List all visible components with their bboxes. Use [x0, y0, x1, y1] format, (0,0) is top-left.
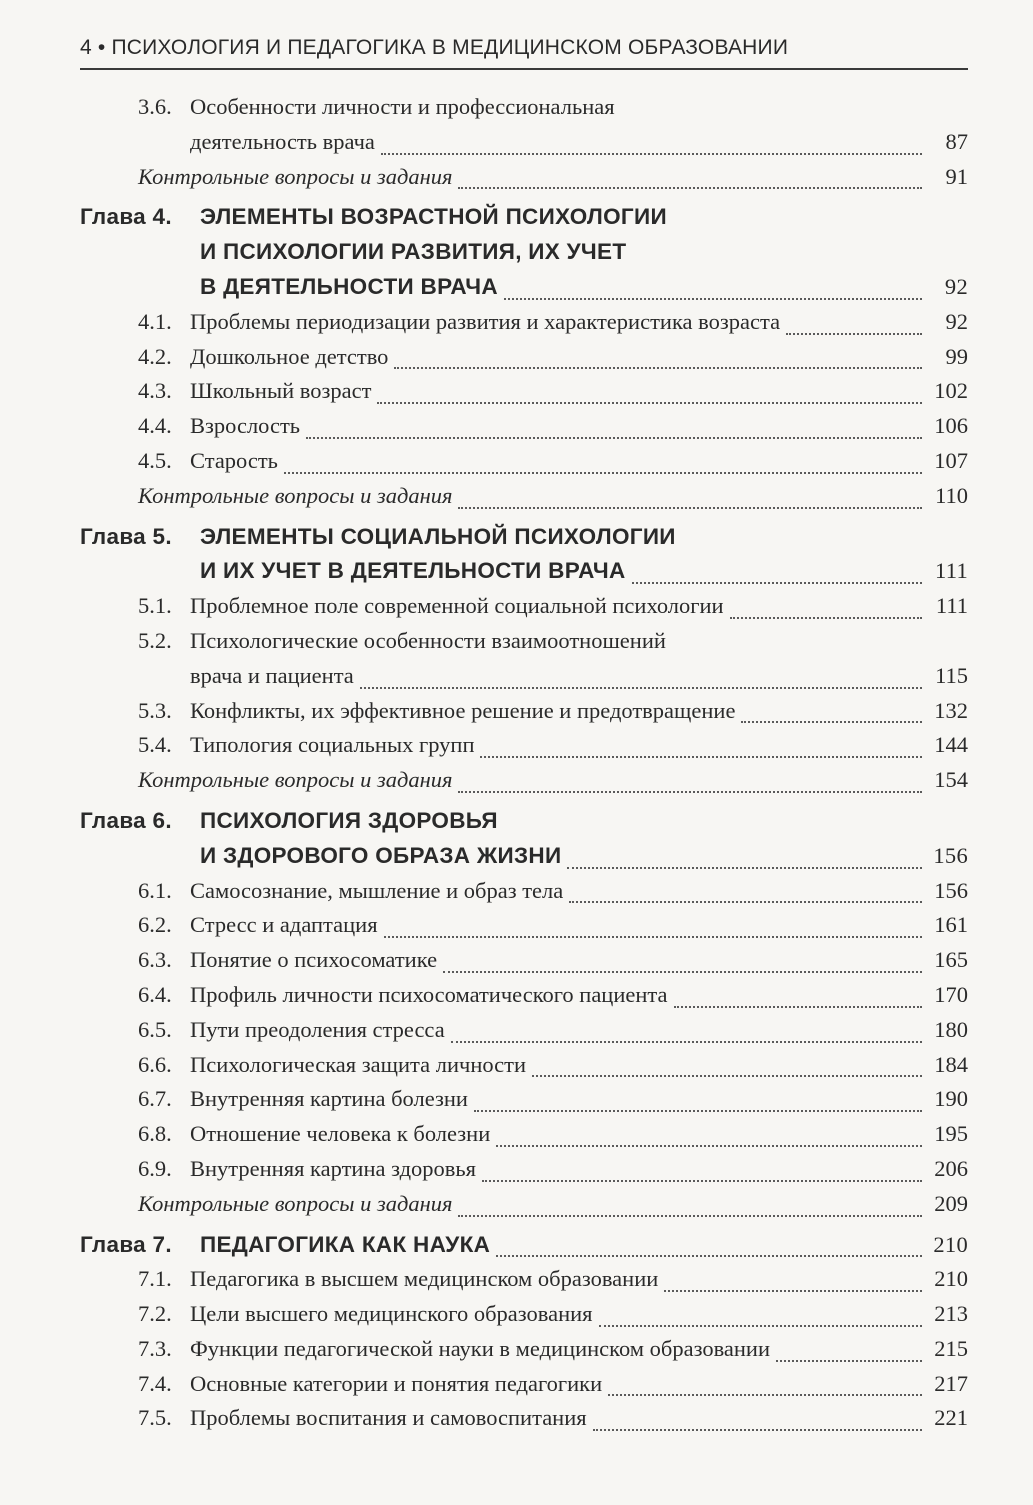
toc-page-number: 184	[934, 1051, 968, 1077]
toc-entry-number: 4.5.	[138, 447, 172, 473]
toc-entry[interactable]	[80, 943, 968, 978]
chapter-title-last-line	[80, 270, 968, 305]
leader-dots	[360, 687, 922, 689]
toc-entry-number: 5.4.	[138, 732, 172, 758]
toc-page-number: 180	[934, 1016, 968, 1042]
toc-entry[interactable]	[80, 1401, 968, 1436]
toc-entry-title: Взрослость	[190, 413, 301, 439]
toc-entry[interactable]	[80, 978, 968, 1013]
toc-page-number: 195	[934, 1121, 968, 1147]
toc-entry-number: 5.3.	[138, 697, 172, 723]
leader-dots	[632, 582, 922, 584]
toc-entry-title: Школьный возраст	[190, 378, 372, 404]
toc-page-number: 111	[935, 593, 968, 619]
toc-questions-title: Контрольные вопросы и задания	[138, 482, 453, 508]
chapter-title-line1: ЭЛЕМЕНТЫ СОЦИАЛЬНОЙ ПСИХОЛОГИИ	[200, 523, 676, 549]
chapter-title-line3: В ДЕЯТЕЛЬНОСТИ ВРАЧА	[200, 273, 498, 299]
toc-entry-line1	[80, 624, 968, 659]
toc-entry-number: 7.5.	[138, 1405, 172, 1431]
toc-entry-number: 7.4.	[138, 1370, 172, 1396]
chapter-title-line1: ЭЛЕМЕНТЫ ВОЗРАСТНОЙ ПСИХОЛОГИИ	[200, 204, 667, 230]
header-page-number: 4	[80, 36, 92, 59]
toc-entry-number: 6.7.	[138, 1086, 172, 1112]
toc-page-number: 154	[934, 767, 968, 793]
toc-entry-title: Основные категории и понятия педагогики	[190, 1370, 603, 1396]
toc-page-number: 215	[934, 1335, 968, 1361]
toc-entry[interactable]	[80, 1367, 968, 1402]
leader-dots	[664, 1290, 922, 1292]
toc-page-number: 210	[934, 1266, 968, 1292]
leader-dots	[496, 1145, 922, 1147]
toc-page-number: 156	[933, 842, 968, 868]
leader-dots	[394, 367, 922, 369]
leader-dots	[730, 617, 922, 619]
toc-entry[interactable]	[80, 1117, 968, 1152]
toc-entry-number: 6.8.	[138, 1121, 172, 1147]
toc-entry-number: 6.9.	[138, 1155, 172, 1181]
toc-entry-number: 4.1.	[138, 308, 172, 334]
toc-page-number: 111	[935, 558, 968, 584]
toc-page-number: 209	[934, 1190, 968, 1216]
toc-entry-3-6-line1	[80, 90, 968, 125]
toc-page-number: 165	[934, 947, 968, 973]
toc-entry[interactable]	[80, 589, 968, 624]
toc-page-number: 87	[945, 128, 968, 154]
toc-entry-title: Проблемы периодизации развития и характеристика возраста	[190, 308, 781, 334]
chapter-title-last-line	[80, 839, 968, 874]
chapter-label: Глава 6.	[80, 807, 172, 833]
leader-dots	[776, 1360, 922, 1362]
toc-entry-title: Самосознание, мышление и образ тела	[190, 877, 564, 903]
toc-entry-number: 3.6.	[138, 94, 172, 119]
toc-entry-title: Психологическая защита личности	[190, 1051, 527, 1077]
toc-entry-title: Конфликты, их эффективное решение и предотвращение	[190, 697, 736, 723]
toc-entry-title: Психологические особенности взаимоотношений	[190, 627, 666, 653]
toc-entry-number: 5.1.	[138, 593, 172, 619]
header-bullet: •	[97, 36, 106, 59]
toc-entry[interactable]	[80, 874, 968, 909]
toc-page-number: 92	[944, 273, 968, 299]
leader-dots	[496, 1255, 922, 1257]
toc-entry-title: Проблемы воспитания и самовоспитания	[190, 1405, 587, 1431]
leader-dots	[532, 1075, 922, 1077]
toc-entry-number: 7.3.	[138, 1335, 172, 1361]
toc-page-number: 221	[934, 1405, 968, 1431]
leader-dots	[458, 507, 922, 509]
leader-dots	[480, 756, 922, 758]
toc-entry-title: Внутренняя картина болезни	[190, 1086, 468, 1112]
chapter-title-line2: И ПСИХОЛОГИИ РАЗВИТИЯ, ИХ УЧЕТ	[200, 239, 627, 265]
toc-questions-ch5[interactable]	[80, 763, 968, 798]
toc-entry[interactable]	[80, 728, 968, 763]
toc-entry[interactable]	[80, 305, 968, 340]
table-of-contents	[80, 90, 968, 1436]
header-title: ПСИХОЛОГИЯ И ПЕДАГОГИКА В МЕДИЦИНСКОМ ОБРАЗОВАНИИ	[111, 36, 789, 59]
chapter-label: Глава 7.	[80, 1231, 172, 1257]
toc-entry[interactable]	[80, 694, 968, 729]
toc-entry-number: 6.3.	[138, 947, 172, 973]
leader-dots	[608, 1394, 922, 1396]
toc-entry-title: Пути преодоления стресса	[190, 1016, 445, 1042]
chapter-label: Глава 4.	[80, 204, 172, 230]
toc-page-number: 91	[945, 163, 968, 189]
toc-entry[interactable]	[80, 1332, 968, 1367]
chapter-title-last-line	[80, 554, 968, 589]
leader-dots	[674, 1006, 922, 1008]
toc-entry-number: 7.2.	[138, 1301, 172, 1327]
toc-entry-title: Проблемное поле современной социальной психологии	[190, 593, 724, 619]
toc-entry[interactable]	[80, 374, 968, 409]
leader-dots	[458, 187, 922, 189]
leader-dots	[384, 936, 922, 938]
toc-entry-number: 6.5.	[138, 1016, 172, 1042]
chapter-title-line2: И ИХ УЧЕТ В ДЕЯТЕЛЬНОСТИ ВРАЧА	[200, 558, 626, 584]
toc-entry-number: 5.2.	[138, 627, 172, 653]
toc-entry-number: 6.2.	[138, 912, 172, 938]
toc-page-number: 107	[934, 447, 968, 473]
chapter-title-line1: ПСИХОЛОГИЯ ЗДОРОВЬЯ	[200, 807, 498, 833]
toc-entry-title: Внутренняя картина здоровья	[190, 1155, 477, 1181]
toc-entry-number: 7.1.	[138, 1266, 172, 1292]
leader-dots	[451, 1041, 922, 1043]
toc-entry-title: Профиль личности психосоматического пациента	[190, 981, 668, 1007]
leader-dots	[593, 1429, 922, 1431]
toc-entry-title: Цели высшего медицинского образования	[190, 1301, 593, 1327]
toc-questions-ch6[interactable]	[80, 1187, 968, 1222]
toc-entry-title: Понятие о психосоматике	[190, 947, 438, 973]
toc-page-number: 115	[935, 662, 968, 688]
toc-entry[interactable]	[80, 1262, 968, 1297]
toc-page-number: 161	[934, 912, 968, 938]
chapter-title-line2: И ЗДОРОВОГО ОБРАЗА ЖИЗНИ	[200, 842, 562, 868]
toc-questions-title: Контрольные вопросы и задания	[138, 767, 453, 793]
chapter-7-heading[interactable]	[80, 1228, 968, 1263]
toc-entry-3-6[interactable]	[80, 125, 968, 160]
leader-dots	[741, 721, 922, 723]
leader-dots	[443, 971, 922, 973]
toc-entry[interactable]	[80, 340, 968, 375]
toc-page-number: 190	[934, 1086, 968, 1112]
chapter-label: Глава 5.	[80, 523, 172, 549]
toc-entry[interactable]	[80, 659, 968, 694]
toc-page-number: 92	[945, 308, 968, 334]
leader-dots	[567, 867, 922, 869]
toc-questions-ch4[interactable]	[80, 479, 968, 514]
toc-page-number: 206	[934, 1155, 968, 1181]
toc-entry-title: Старость	[190, 447, 278, 473]
toc-entry[interactable]	[80, 409, 968, 444]
toc-entry-title: Функции педагогической науки в медицинском образовании	[190, 1335, 771, 1361]
toc-page-number: 102	[934, 378, 968, 404]
toc-entry-number: 4.2.	[138, 343, 172, 369]
toc-entry[interactable]	[80, 444, 968, 479]
toc-questions-title: Контрольные вопросы и задания	[138, 163, 453, 189]
toc-entry-title: Стресс и адаптация	[190, 912, 378, 938]
toc-entry-number: 6.1.	[138, 877, 172, 903]
chapter-6-heading[interactable]	[80, 804, 968, 874]
leader-dots	[474, 1110, 922, 1112]
toc-entry-number: 4.3.	[138, 378, 172, 404]
leader-dots	[786, 333, 922, 335]
toc-entry[interactable]	[80, 1013, 968, 1048]
toc-entry-title: Типология социальных групп	[190, 732, 475, 758]
leader-dots	[377, 402, 922, 404]
toc-page-number: 156	[934, 877, 968, 903]
leader-dots	[482, 1180, 922, 1182]
toc-entry[interactable]	[80, 1048, 968, 1083]
leader-dots	[284, 472, 922, 474]
leader-dots	[306, 437, 922, 439]
toc-page-number: 144	[934, 732, 968, 758]
toc-entry[interactable]	[80, 908, 968, 943]
toc-page-number: 217	[934, 1370, 968, 1396]
leader-dots	[381, 153, 922, 155]
toc-entry-number: 6.6.	[138, 1051, 172, 1077]
toc-page-number: 132	[934, 697, 968, 723]
leader-dots	[458, 791, 922, 793]
toc-questions-ch3[interactable]	[80, 160, 968, 195]
toc-page-number: 99	[945, 343, 968, 369]
toc-questions-title: Контрольные вопросы и задания	[138, 1190, 453, 1216]
chapter-title-line1: ПЕДАГОГИКА КАК НАУКА	[200, 1231, 491, 1257]
leader-dots	[599, 1325, 922, 1327]
toc-entry-title: Отношение человека к болезни	[190, 1121, 491, 1147]
toc-page-number: 213	[934, 1301, 968, 1327]
toc-entry[interactable]	[80, 1297, 968, 1332]
toc-entry-number: 6.4.	[138, 981, 172, 1007]
toc-entry-title: Дошкольное детство	[190, 343, 389, 369]
toc-entry-title-cont: деятельность врача	[190, 128, 375, 154]
toc-entry[interactable]	[80, 1082, 968, 1117]
toc-entry-number: 4.4.	[138, 413, 172, 439]
running-header	[80, 30, 968, 70]
toc-entry[interactable]	[80, 1152, 968, 1187]
toc-entry-title-cont: врача и пациента	[190, 662, 354, 688]
toc-page-number: 210	[933, 1231, 968, 1257]
leader-dots	[458, 1215, 922, 1217]
toc-page-number: 110	[935, 482, 968, 508]
toc-page-number: 170	[934, 981, 968, 1007]
chapter-4-heading[interactable]	[80, 200, 968, 304]
toc-page-number: 106	[934, 413, 968, 439]
toc-entry-title: Педагогика в высшем медицинском образовании	[190, 1266, 659, 1292]
leader-dots	[504, 298, 922, 300]
leader-dots	[569, 901, 922, 903]
chapter-5-heading[interactable]	[80, 520, 968, 590]
toc-entry-title: Особенности личности и профессиональная	[190, 94, 615, 119]
